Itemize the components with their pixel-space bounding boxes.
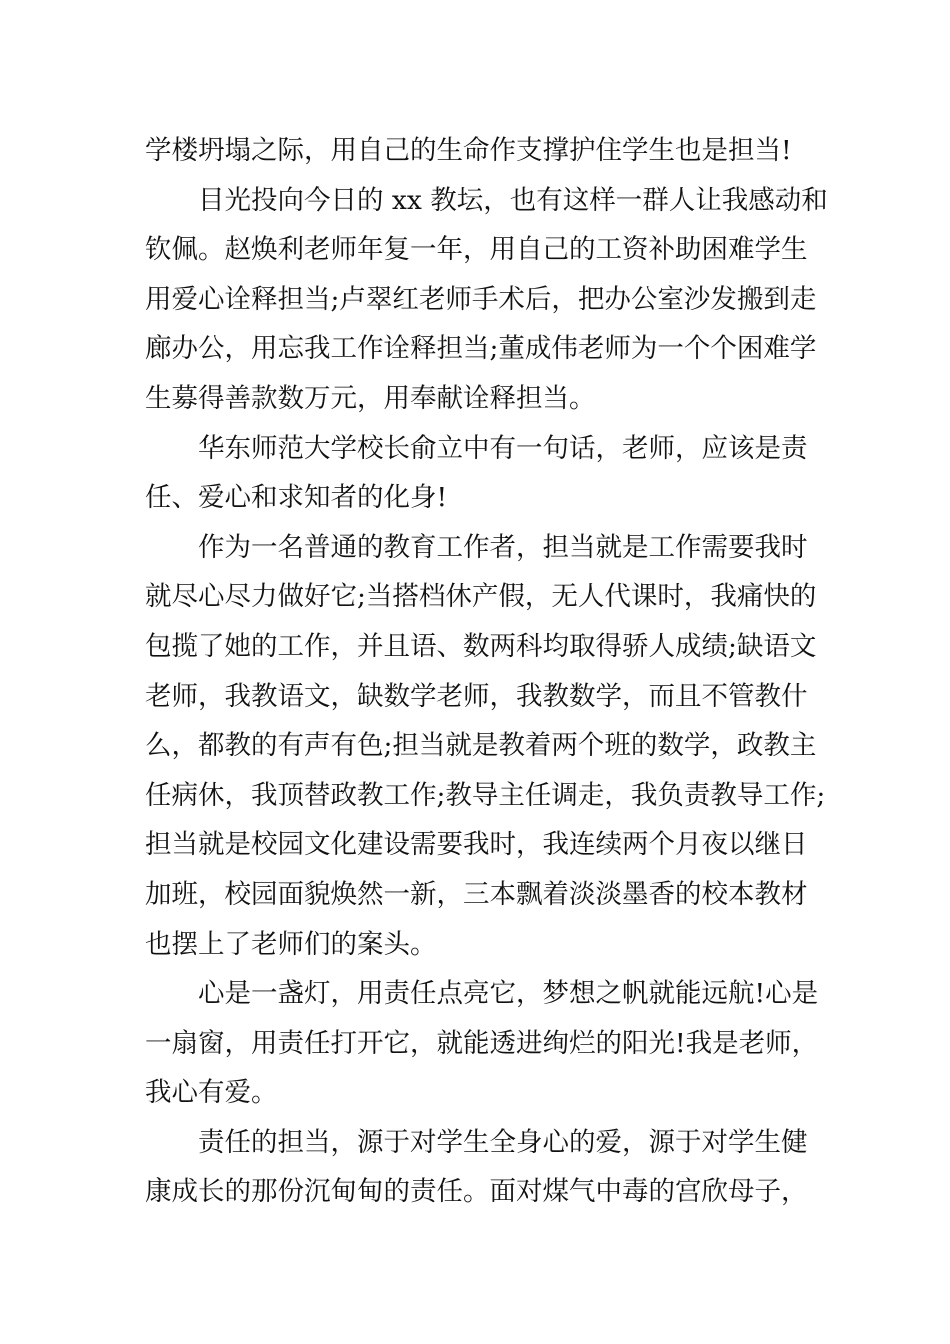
text-line: 作为一名普通的教育工作者，担当就是工作需要我时: [198, 531, 808, 563]
text-line: 老师，我教语文，缺数学老师，我教数学，而且不管教什: [145, 680, 808, 712]
text-line: 责任的担当，源于对学生全身心的爱，源于对学生健: [198, 1126, 808, 1158]
text-line: 包揽了她的工作，并且语、数两科均取得骄人成绩;缺语文: [145, 630, 817, 662]
text-line: 我心有爱。: [145, 1077, 278, 1109]
text-line: 也摆上了老师们的案头。: [145, 928, 437, 960]
text-line: 康成长的那份沉甸甸的责任。面对煤气中毒的宫欣母子，: [145, 1176, 808, 1208]
text-line: 用爱心诠释担当;卢翠红老师手术后，把办公室沙发搬到走: [145, 283, 817, 315]
text-line: 么，都教的有声有色;担当就是教着两个班的数学，政教主: [145, 730, 817, 762]
text-line: 廊办公，用忘我工作诠释担当;董成伟老师为一个个困难学: [145, 333, 817, 365]
text-line: 任病休，我顶替政教工作;教导主任调走，我负责教导工作;: [145, 779, 826, 811]
text-line: 学楼坍塌之际，用自己的生命作支撑护住学生也是担当!: [145, 135, 792, 166]
document-body: [145, 126, 828, 1217]
text-line: 一扇窗，用责任打开它，就能透进绚烂的阳光!我是老师，: [145, 1027, 819, 1059]
text-line: 担当就是校园文化建设需要我时，我连续两个月夜以继日: [145, 829, 808, 861]
text-line: 任、爱心和求知者的化身!: [145, 482, 448, 514]
text-line: 就尽心尽力做好它;当搭档休产假，无人代课时，我痛快的: [145, 581, 817, 613]
text-line: 加班，校园面貌焕然一新，三本飘着淡淡墨香的校本教材: [145, 878, 808, 910]
text-line: 目光投向今日的 xx 教坛，也有这样一群人让我感动和: [198, 184, 828, 216]
text-line: 生募得善款数万元，用奉献诠释担当。: [145, 382, 596, 414]
text-line: 钦佩。赵焕利老师年复一年，用自己的工资补助困难学生: [145, 234, 808, 266]
text-line: 心是一盏灯，用责任点亮它，梦想之帆就能远航!心是: [198, 978, 819, 1010]
text-line: 华东师范大学校长俞立中有一句话，老师，应该是责: [198, 432, 808, 464]
